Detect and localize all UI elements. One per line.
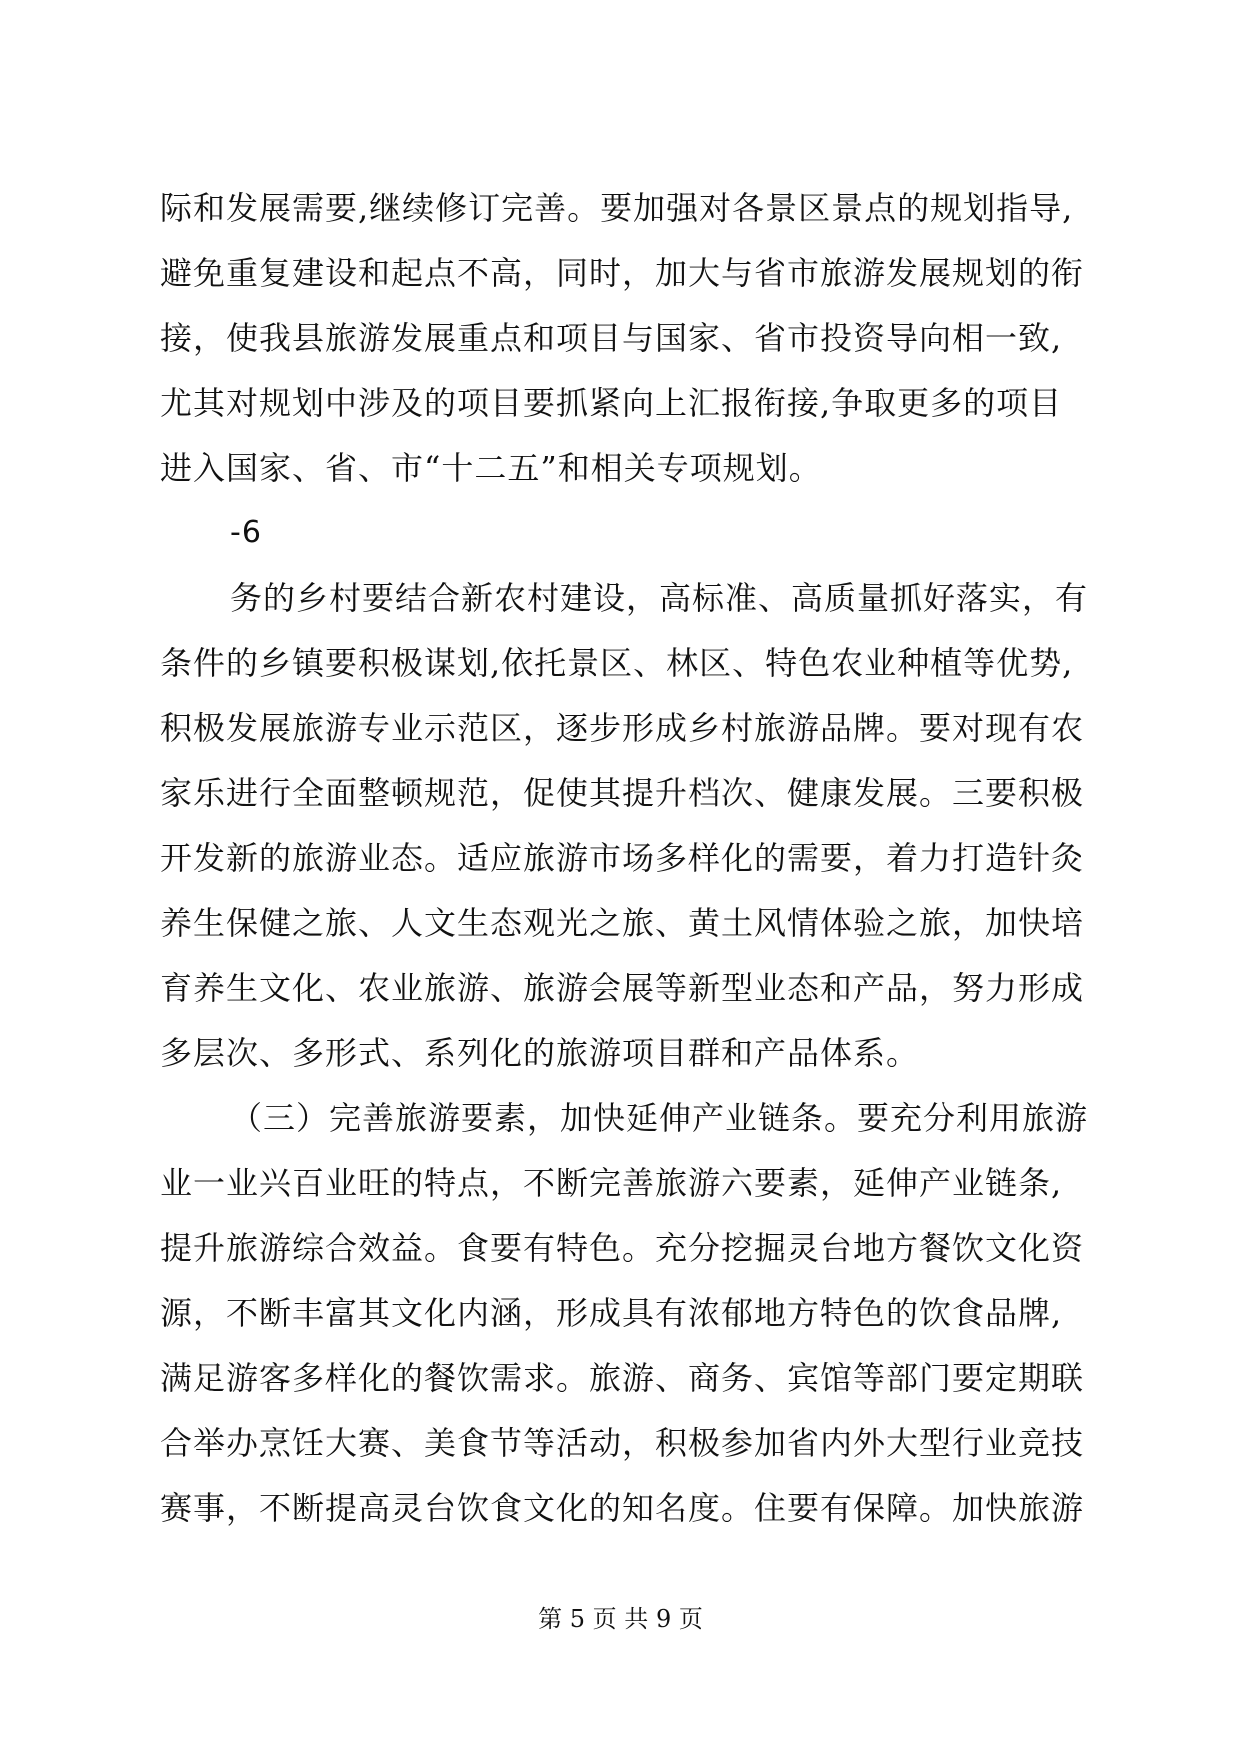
page-number-footer: 第 5 页 共 9 页 xyxy=(538,1605,703,1633)
text-line: 源，不断丰富其文化内涵，形成具有浓郁地方特色的饮食品牌, xyxy=(160,1294,1063,1332)
text-line: 养生保健之旅、人文生态观光之旅、黄土风情体验之旅，加快培 xyxy=(160,904,1085,942)
section-marker: -6 xyxy=(230,515,262,550)
text-line: 业一业兴百业旺的特点，不断完善旅游六要素，延伸产业链条, xyxy=(160,1164,1063,1202)
text-line: 际和发展需要,继续修订完善。要加强对各景区景点的规划指导, xyxy=(160,189,1074,227)
text-line: （三）完善旅游要素，加快延伸产业链条。要充分利用旅游 xyxy=(230,1099,1089,1137)
text-line: 避免重复建设和起点不高，同时，加大与省市旅游发展规划的衔 xyxy=(160,254,1085,292)
text-line: 满足游客多样化的餐饮需求。旅游、商务、宾馆等部门要定期联 xyxy=(160,1359,1085,1397)
text-line: 开发新的旅游业态。适应旅游市场多样化的需要，着力打造针灸 xyxy=(160,839,1085,877)
text-line: 尤其对规划中涉及的项目要抓紧向上汇报衔接,争取更多的项目 xyxy=(160,384,1063,422)
text-line: 赛事，不断提高灵台饮食文化的知名度。住要有保障。加快旅游 xyxy=(160,1489,1085,1527)
text-line: 家乐进行全面整顿规范，促使其提升档次、健康发展。三要积极 xyxy=(160,774,1085,812)
text-line: 接，使我县旅游发展重点和项目与国家、省市投资导向相一致, xyxy=(160,319,1063,357)
text-line: 提升旅游综合效益。食要有特色。充分挖掘灵台地方餐饮文化资 xyxy=(160,1229,1085,1267)
text-line: 条件的乡镇要积极谋划,依托景区、林区、特色农业种植等优势, xyxy=(160,644,1074,682)
text-line: 进入国家、省、市“十二五”和相关专项规划。 xyxy=(160,449,822,487)
text-line: 育养生文化、农业旅游、旅游会展等新型业态和产品，努力形成 xyxy=(160,969,1085,1007)
text-line: 务的乡村要结合新农村建设，高标准、高质量抓好落实，有 xyxy=(230,579,1089,617)
text-line: 积极发展旅游专业示范区，逐步形成乡村旅游品牌。要对现有农 xyxy=(160,709,1085,747)
text-line: 多层次、多形式、系列化的旅游项目群和产品体系。 xyxy=(160,1034,920,1072)
text-line: 合举办烹饪大赛、美食节等活动，积极参加省内外大型行业竞技 xyxy=(160,1424,1085,1462)
